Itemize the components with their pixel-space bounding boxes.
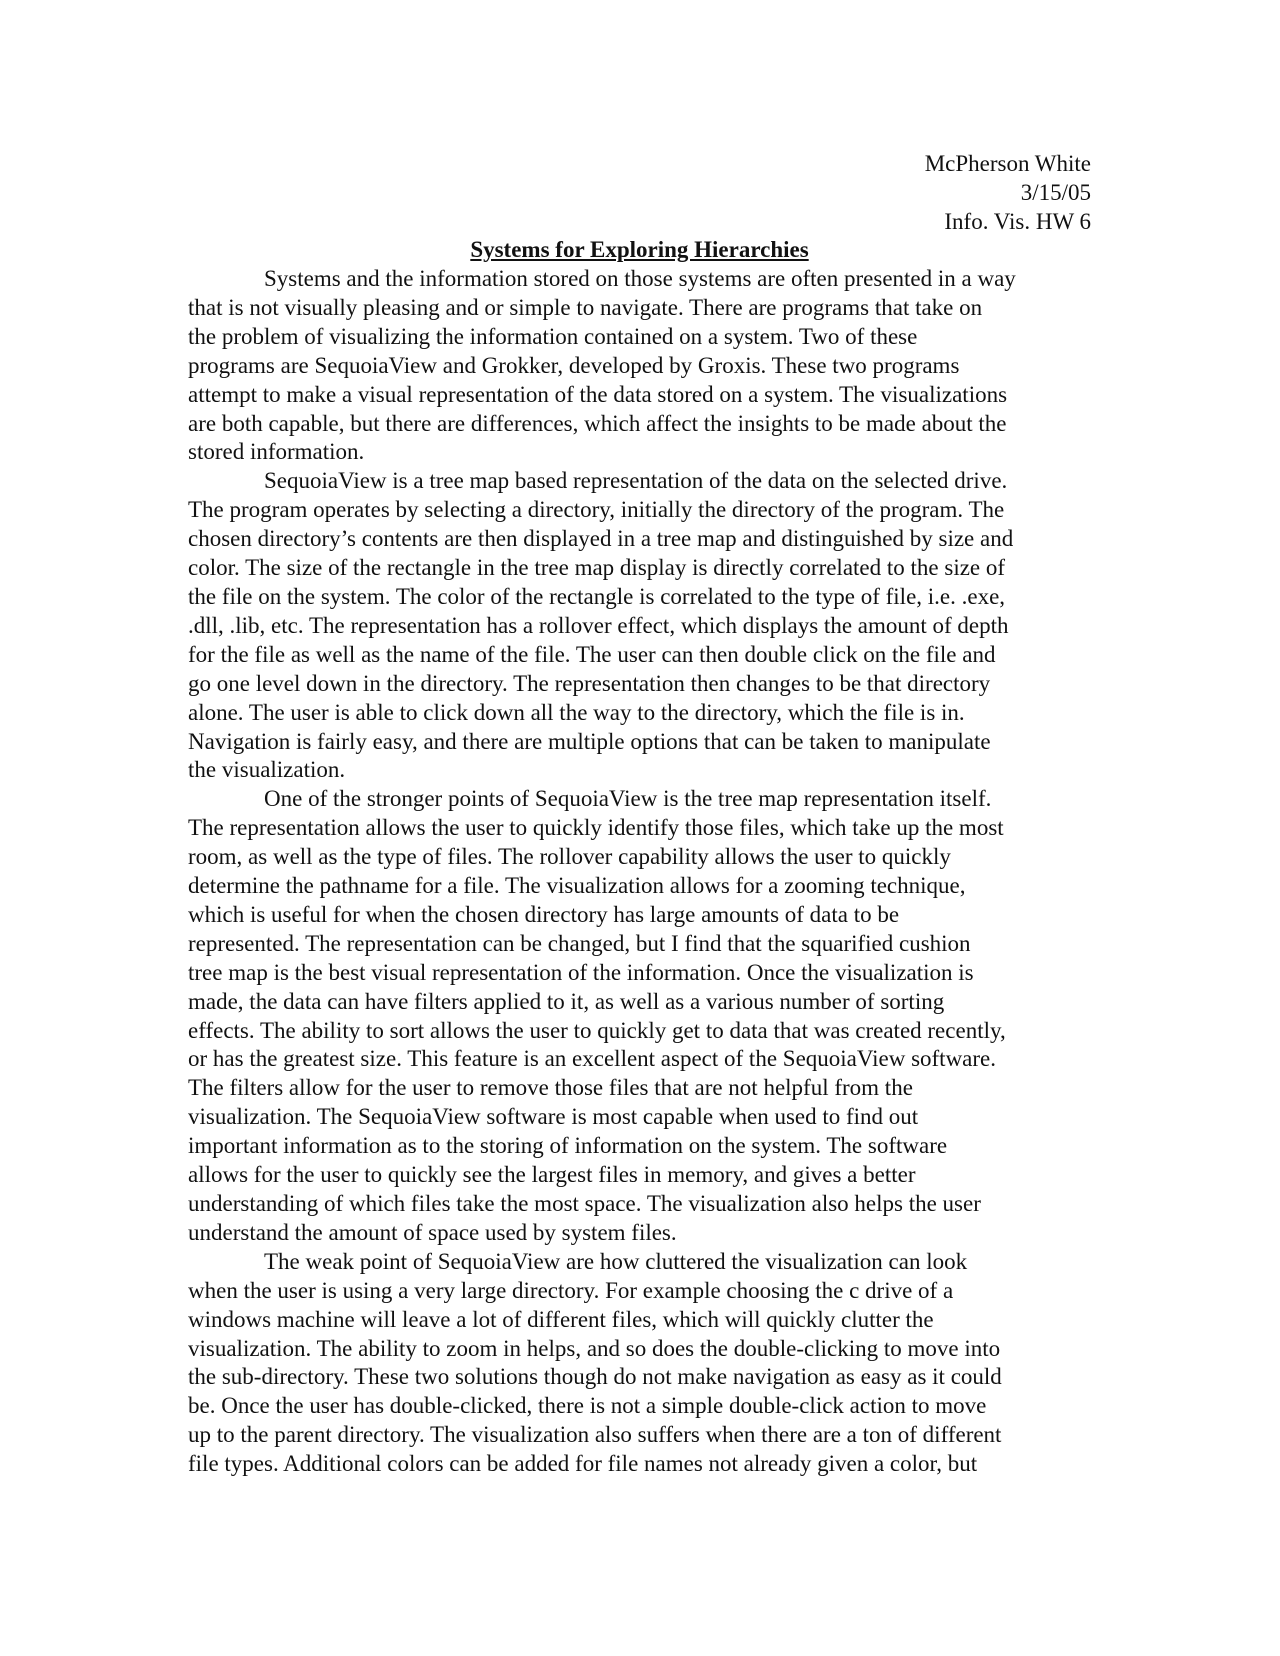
text-line: effects. The ability to sort allows the user to quickly get to data that was created recently, [188,1017,1006,1043]
text-line: alone. The user is able to click down all the way to the directory, which the file is in. [188,699,965,725]
text-line: One of the stronger points of SequoiaView is the tree map representation itself. [264,786,992,812]
document-title: Systems for Exploring Hierarchies [470,237,809,262]
text-line: windows machine will leave a lot of different files, which will quickly clutter the [188,1306,934,1332]
text-line: the sub-directory. These two solutions though do not make navigation as easy as it could [188,1364,1002,1390]
text-line: or has the greatest size. This feature is an excellent aspect of the SequoiaView software. [188,1046,996,1072]
text-line: which is useful for when the chosen directory has large amounts of data to be [188,901,900,927]
text-line: the visualization. [188,757,346,783]
header-block [188,150,1091,237]
paragraph-3 [188,785,1091,1248]
text-line: the file on the system. The color of the rectangle is correlated to the type of file, i.e. .exe, [188,583,1006,609]
text-line: the problem of visualizing the information contained on a system. Two of these [188,323,918,349]
text-line: tree map is the best visual representation of the information. Once the visualization is [188,959,974,985]
text-line: The weak point of SequoiaView are how cluttered the visualization can look [264,1248,968,1274]
text-line: determine the pathname for a file. The visualization allows for a zooming technique, [188,873,966,899]
text-line: represented. The representation can be changed, but I find that the squarified cushion [188,930,971,956]
text-line: understanding of which files take the most space. The visualization also helps the user [188,1191,981,1216]
text-line: attempt to make a visual representation of the data stored on a system. The visualizations [188,381,1008,407]
text-line: color. The size of the rectangle in the tree map display is directly correlated to the size of [188,555,1006,581]
paragraph-4 [188,1248,1091,1479]
text-line: made, the data can have filters applied to it, as well as a various number of sorting [188,988,945,1014]
text-line: for the file as well as the name of the file. The user can then double click on the file and [188,641,996,667]
text-line: be. Once the user has double-clicked, there is not a simple double-click action to move [188,1393,987,1419]
text-line: stored information. [188,439,365,465]
document-date: 3/15/05 [1020,179,1091,205]
text-line: Navigation is fairly easy, and there are multiple options that can be taken to manipulate [188,728,991,754]
text-line: important information as to the storing of information on the system. The software [188,1133,948,1159]
text-line: The filters allow for the user to remove those files that are not helpful from the [188,1075,913,1101]
text-line: visualization. The ability to zoom in helps, and so does the double-clicking to move into [188,1335,1001,1361]
text-line: The representation allows the user to quickly identify those files, which take up the most [188,815,1004,841]
text-line: that is not visually pleasing and or simple to navigate. There are programs that take on [188,294,983,320]
text-line: visualization. The SequoiaView software is most capable when used to find out [188,1104,919,1130]
text-line: go one level down in the directory. The representation then changes to be that directory [188,670,991,696]
text-line: SequoiaView is a tree map based representation of the data on the selected drive. [264,468,1008,494]
body-text [188,265,1091,1479]
text-line: Systems and the information stored on those systems are often presented in a way [264,266,1016,291]
text-line: room, as well as the type of files. The rollover capability allows the user to quickly [188,844,951,870]
text-line: are both capable, but there are differences, which affect the insights to be made about the [188,410,1007,436]
text-line: The program operates by selecting a directory, initially the directory of the program. The [188,497,1005,523]
text-line: understand the amount of space used by system files. [188,1219,677,1245]
paragraph-1 [188,265,1091,467]
author-name: McPherson White [924,151,1091,176]
text-line: file types. Additional colors can be added for file names not already given a color, but [188,1451,978,1477]
paragraph-2 [188,467,1091,785]
text-line: when the user is using a very large directory. For example choosing the c drive of a [188,1277,954,1303]
course-label: Info. Vis. HW 6 [944,208,1091,234]
text-line: chosen directory’s contents are then displayed in a tree map and distinguished by size and [188,526,1014,552]
text-line: up to the parent directory. The visualization also suffers when there are a ton of different [188,1422,1002,1448]
text-line: allows for the user to quickly see the largest files in memory, and gives a better [188,1162,916,1188]
text-line: .dll, .lib, etc. The representation has a rollover effect, which displays the amount of depth [188,612,1009,638]
text-line: programs are SequoiaView and Grokker, developed by Groxis. These two programs [188,352,960,378]
